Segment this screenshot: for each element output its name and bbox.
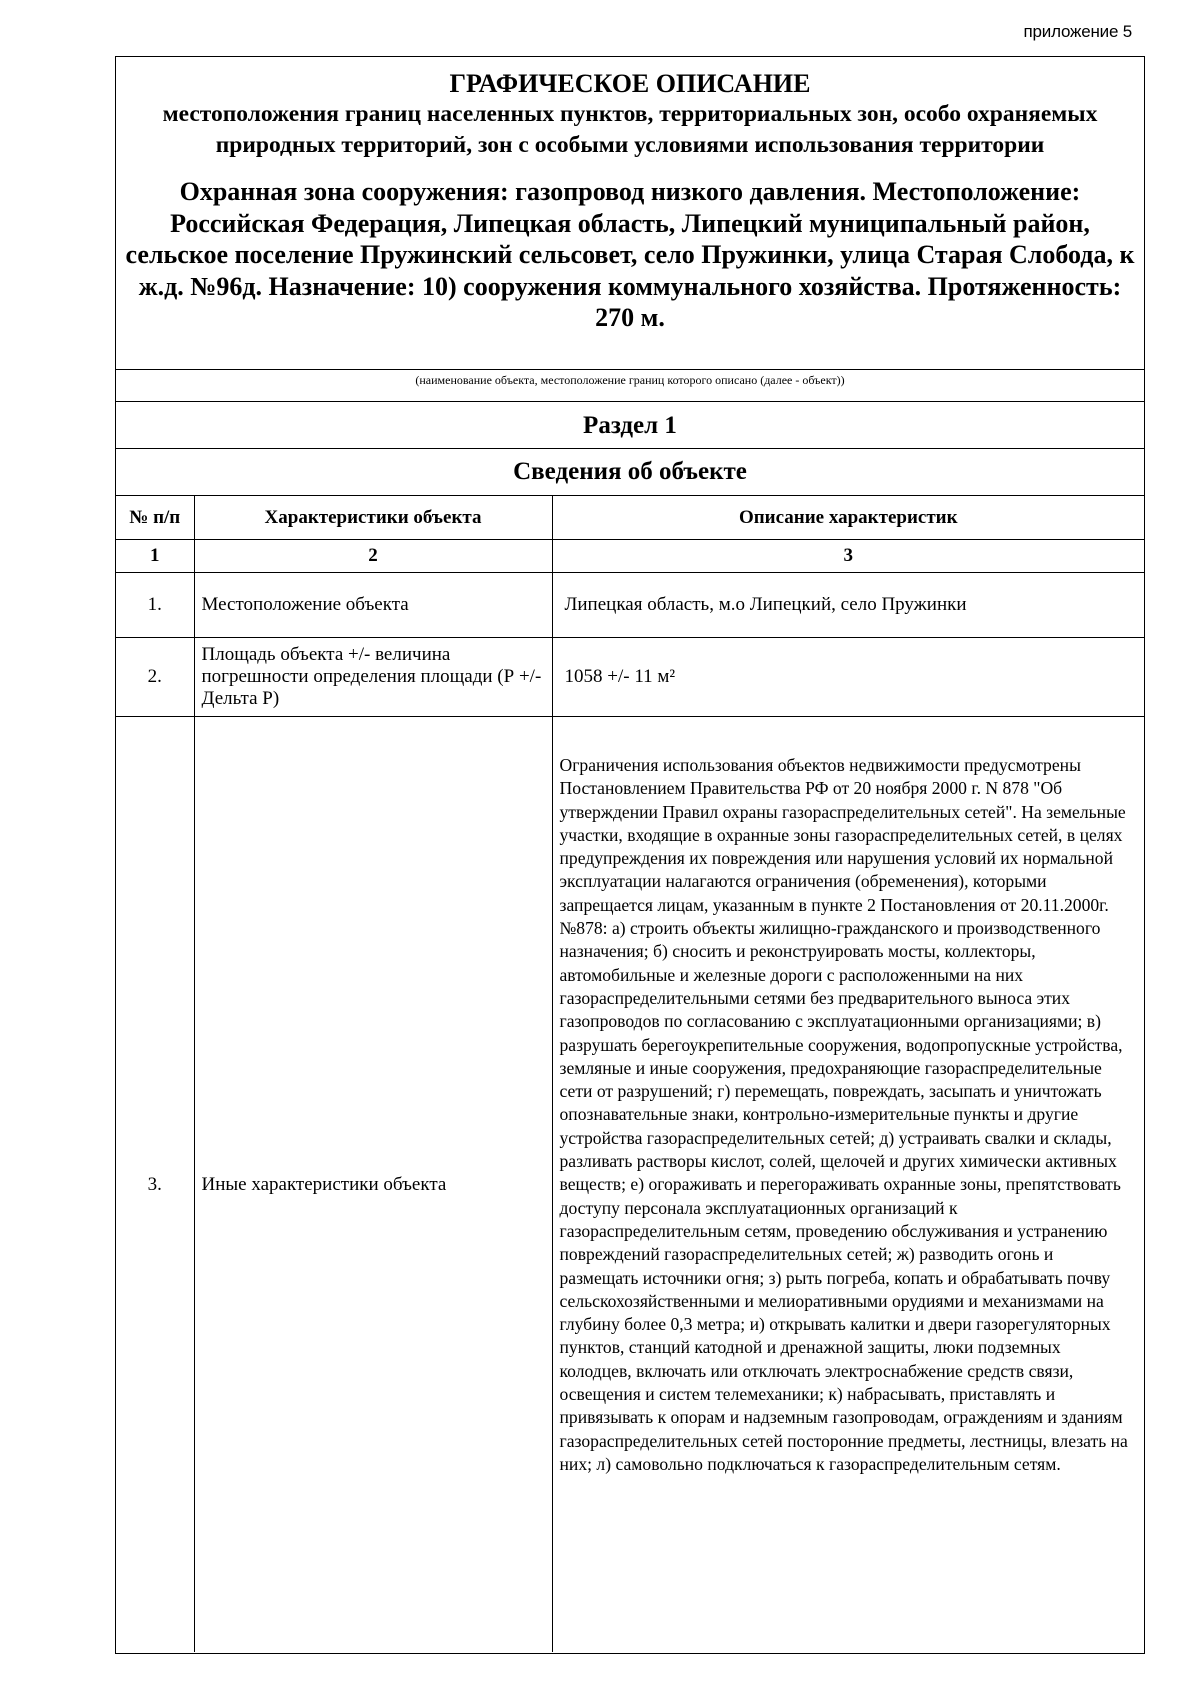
- document-header: [116, 57, 1144, 369]
- table-header-row: [116, 496, 1144, 540]
- column-header: № п/п: [116, 496, 194, 540]
- row-number: 3.: [116, 717, 194, 1653]
- table-row: [116, 573, 1144, 638]
- document-title: ГРАФИЧЕСКОЕ ОПИСАНИЕ: [449, 69, 811, 98]
- object-name-caption: (наименование объекта, местоположение границ которого описано (далее - объект)): [415, 373, 845, 387]
- section-subtitle: Сведения об объекте: [116, 448, 1144, 495]
- row-description: Липецкая область, м.о Липецкий, село Пружинки: [552, 573, 1144, 638]
- column-number: 1: [116, 540, 194, 573]
- table-row: [116, 717, 1144, 1653]
- column-number: 2: [194, 540, 552, 573]
- row-description: Ограничения использования объектов недвижимости предусмотрены Постановлением Правительства РФ от 20 ноября 2000 г. N 878 "Об утверждении Правил охраны газораспределительных сетей". На земельные участки, входящие в охранные зоны газораспределительных сетей, в целях предупреждения их повреждения или нарушения условий их нормальной эксплуатации налагаются ограничения (обременения), которыми запрещается лицам, указанным в пункте 2 Постановления от 20.11.2000г. №878: а) строить объекты жилищно-гражданского и производственного назначения; б) сносить и реконструировать мосты, коллекторы, автомобильные и железные дороги с расположенными на них газораспределительными сетями без предварительного выноса этих газопроводов по согласованию с эксплуатационными организациями; в) разрушать берегоукрепительные сооружения, водопропускные устройства, земляные и иные сооружения, предохраняющие газораспределительные сети от разрушений; г) перемещать, повреждать, засыпать и уничтожать опознавательные знаки, контрольно-измерительные пункты и другие устройства газораспределительных сетей; д) устраивать свалки и склады, разливать растворы кислот, солей, щелочей и других химически активных веществ; е) огораживать и перегораживать охранные зоны, препятствовать доступу персонала эксплуатационных организаций к газораспределительным сетям, проведению обслуживания и устранению повреждений газораспределительных сетей; ж) разводить огонь и размещать источники огня; з) рыть погреба, копать и обрабатывать почву сельскохозяйственными и мелиоративными орудиями и механизмами на глубину более 0,3 метра; и) открывать калитки и двери газорегуляторных пунктов, станций катодной и дренажной защиты, люки подземных колодцев, включать или отключать электроснабжение средств связи, освещения и систем телемеханики; к) набрасывать, приставлять и привязывать к опорам и надземным газопроводам, ограждениям и зданиям газораспределительных сетей посторонние предметы, лестницы, влезать на них; л) самовольно подключаться к газораспределительным сетям.: [559, 755, 1128, 1474]
- row-characteristic: Местоположение объекта: [194, 573, 552, 638]
- name-underline: [116, 369, 1144, 370]
- column-number: 3: [552, 540, 1144, 573]
- table-row: [116, 638, 1144, 717]
- column-header: Характеристики объекта: [194, 496, 552, 540]
- object-description: Охранная зона сооружения: газопровод низкого давления. Местоположение: Российская Федерация, Липецкая область, Липецкий муниципальный район, сельское поселение Пружинский сельсовет, село Пружинки, улица Старая Слобода, к ж.д. №96д. Назначение: 10) сооружения коммунального хозяйства. Протяженность: 270 м.: [125, 177, 1135, 332]
- document-frame: [115, 56, 1145, 1654]
- row-description-cell: [552, 717, 1144, 1653]
- section-title: Раздел 1: [116, 401, 1144, 448]
- row-characteristic: Площадь объекта +/- величина погрешности определения площади (Р +/- Дельта Р): [194, 638, 552, 717]
- row-number: 1.: [116, 573, 194, 638]
- row-description: 1058 +/- 11 м²: [552, 638, 1144, 717]
- document-subtitle: местоположения границ населенных пунктов, территориальных зон, особо охраняемых природных территорий, зон с особыми условиями использования территории: [162, 101, 1098, 158]
- column-number-row: [116, 540, 1144, 573]
- column-header: Описание характеристик: [552, 496, 1144, 540]
- object-info-table: [116, 495, 1144, 1652]
- row-characteristic: Иные характеристики объекта: [194, 717, 552, 1653]
- row-number: 2.: [116, 638, 194, 717]
- appendix-note: приложение 5: [1023, 22, 1132, 41]
